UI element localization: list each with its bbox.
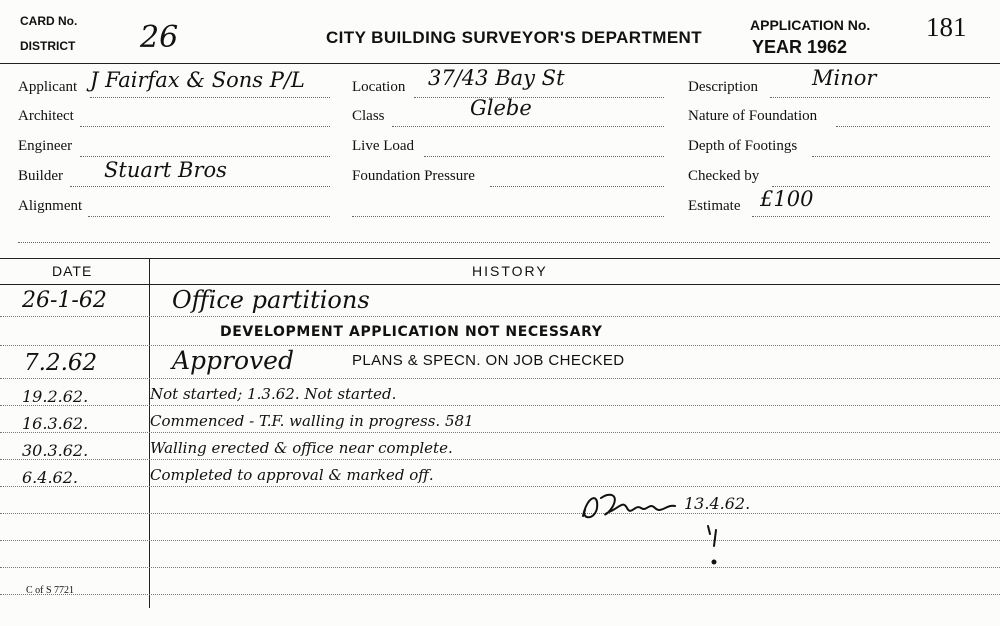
application-number: 181 <box>926 12 967 42</box>
checked-by-label: Checked by <box>688 168 760 184</box>
application-no-label: APPLICATION No. <box>750 17 871 33</box>
foundation-pressure-label: Foundation Pressure <box>352 168 475 184</box>
date-column-header: DATE <box>52 263 93 279</box>
district-value: 26 <box>140 20 179 55</box>
estimate-label: Estimate <box>688 198 741 214</box>
builder-value: Stuart Bros <box>104 158 227 182</box>
applicant-label: Applicant <box>18 79 78 95</box>
depth-of-footings-label: Depth of Footings <box>688 138 798 154</box>
location-label: Location <box>352 79 406 95</box>
ink-marks <box>702 520 726 570</box>
description-label: Description <box>688 79 758 95</box>
signature-date: 13.4.62. <box>684 494 751 513</box>
card-no-label: CARD No. <box>20 14 78 28</box>
class-value: Glebe <box>470 96 532 120</box>
live-load-label: Live Load <box>352 138 415 154</box>
entry-text: Commenced - T.F. walling in progress. 581 <box>150 412 474 430</box>
entry-date: 30.3.62. <box>22 441 89 460</box>
entry-date: 6.4.62. <box>22 468 78 487</box>
engineer-label: Engineer <box>18 138 73 154</box>
history-column-header: HISTORY <box>472 263 548 279</box>
entry-text: Walling erected & office near complete. <box>150 439 453 457</box>
form-code: C of S 7721 <box>26 585 75 596</box>
entry-text: Not started; 1.3.62. Not started. <box>150 385 397 403</box>
applicant-value: J Fairfax & Sons P/L <box>90 68 305 92</box>
department-title: CITY BUILDING SURVEYOR'S DEPARTMENT <box>326 28 703 47</box>
estimate-value: £100 <box>760 187 814 211</box>
description-value: Minor <box>812 66 877 90</box>
entry-date: 7.2.62 <box>24 350 98 376</box>
development-application-stamp: DEVELOPMENT APPLICATION NOT NECESSARY <box>220 324 603 340</box>
class-label: Class <box>352 108 385 124</box>
nature-of-foundation-label: Nature of Foundation <box>688 108 818 124</box>
entry-text: Completed to approval & marked off. <box>150 466 434 484</box>
entry-text: Office partitions <box>172 286 370 314</box>
plans-checked-stamp: PLANS & SPECN. ON JOB CHECKED <box>352 352 625 369</box>
district-label: DISTRICT <box>20 39 76 53</box>
architect-label: Architect <box>18 108 74 124</box>
builder-label: Builder <box>18 168 63 184</box>
entry-date: 19.2.62. <box>22 387 89 406</box>
alignment-label: Alignment <box>18 198 83 214</box>
inspector-signature <box>575 486 685 526</box>
entry-date: 26-1-62 <box>22 288 107 313</box>
entry-text: Approved <box>172 346 294 375</box>
year-label: YEAR 1962 <box>752 37 848 57</box>
location-value: 37/43 Bay St <box>428 66 565 90</box>
entry-date: 16.3.62. <box>22 414 89 433</box>
